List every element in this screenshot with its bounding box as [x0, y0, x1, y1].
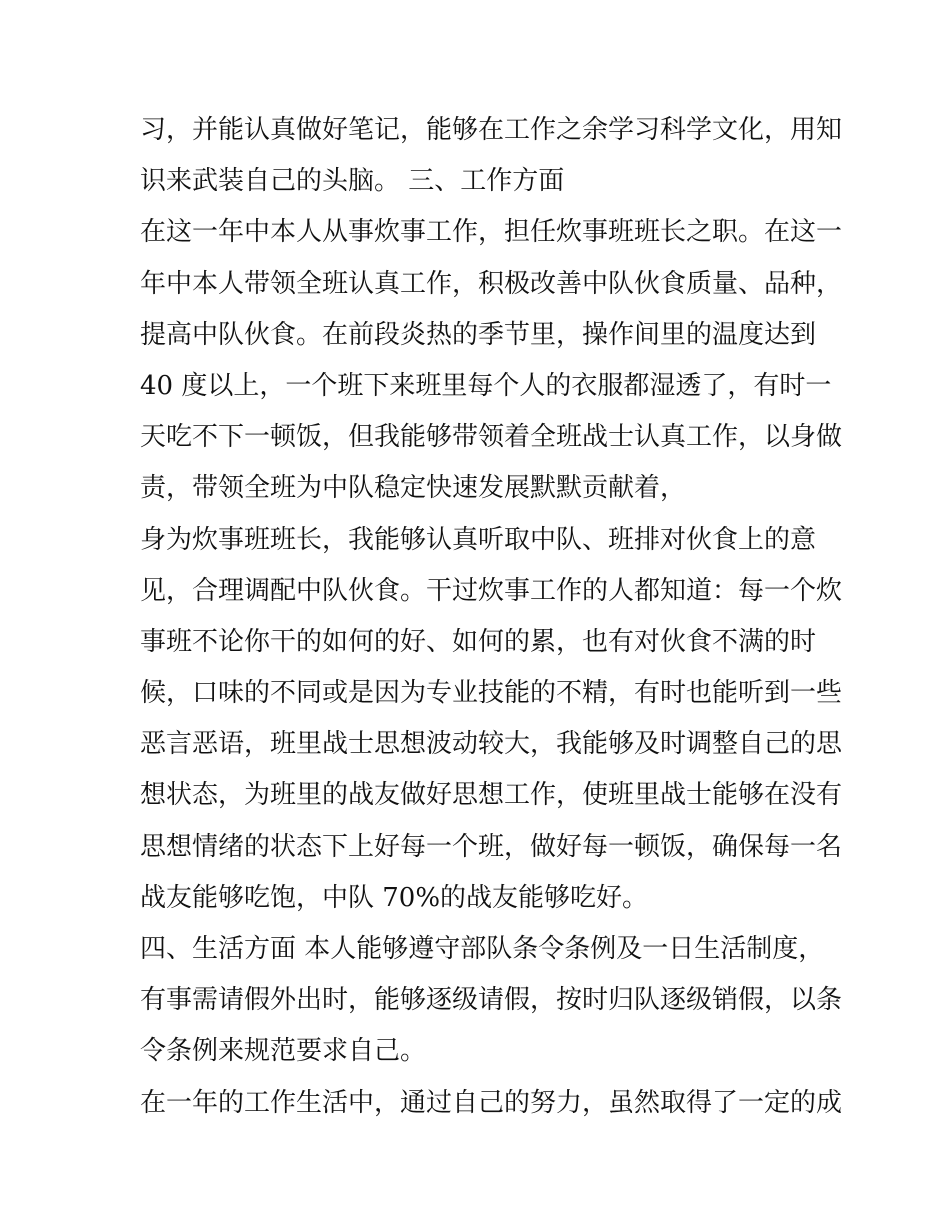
- text-line: 身为炊事班班长，我能够认真听取中队、班排对伙食上的意: [140, 524, 817, 555]
- text-line: 令条例来规范要求自己。: [140, 1036, 427, 1067]
- text-line: 习，并能认真做好笔记，能够在工作之余学习科学文化，用知: [140, 115, 843, 145]
- text-line: 战友能够吃饱，中队 70%的战友能够吃好。: [140, 882, 649, 913]
- text-line: 有事需请假外出时，能够逐级请假，按时归队逐级销假，以条: [140, 985, 843, 1016]
- text-line: 四、生活方面 本人能够遵守部队条令条例及一日生活制度，: [140, 934, 825, 964]
- text-line: 识来武装自己的头脑。 三、工作方面: [140, 166, 565, 197]
- text-line: 事班不论你干的如何的好、如何的累，也有对伙食不满的时: [140, 626, 817, 657]
- text-line: 责，带领全班为中队稳定快速发展默默贡献着，: [140, 473, 687, 504]
- text-line: 天吃不下一顿饭，但我能够带领着全班战士认真工作，以身做: [140, 422, 843, 453]
- text-line: 见，合理调配中队伙食。干过炊事工作的人都知道：每一个炊: [140, 575, 843, 606]
- text-line: 40 度以上，一个班下来班里每个人的衣服都湿透了，有时一: [140, 370, 832, 401]
- document-body: [140, 105, 843, 1129]
- text-line: 候，口味的不同或是因为专业技能的不精，有时也能听到一些: [140, 678, 843, 709]
- text-line: 思想情绪的状态下上好每一个班，做好每一顿饭，确保每一名: [140, 831, 843, 862]
- text-line: 提高中队伙食。在前段炎热的季节里，操作间里的温度达到: [140, 319, 817, 350]
- text-line: 在这一年中本人从事炊事工作，担任炊事班班长之职。在这一: [140, 217, 843, 248]
- text-line: 恶言恶语，班里战士思想波动较大，我能够及时调整自己的思: [140, 729, 843, 760]
- text-line: 年中本人带领全班认真工作，积极改善中队伙食质量、品种，: [140, 268, 843, 299]
- text-line: 想状态，为班里的战友做好思想工作，使班里战士能够在没有: [140, 780, 843, 811]
- text-line: 在一年的工作生活中，通过自己的努力，虽然取得了一定的成: [140, 1087, 843, 1118]
